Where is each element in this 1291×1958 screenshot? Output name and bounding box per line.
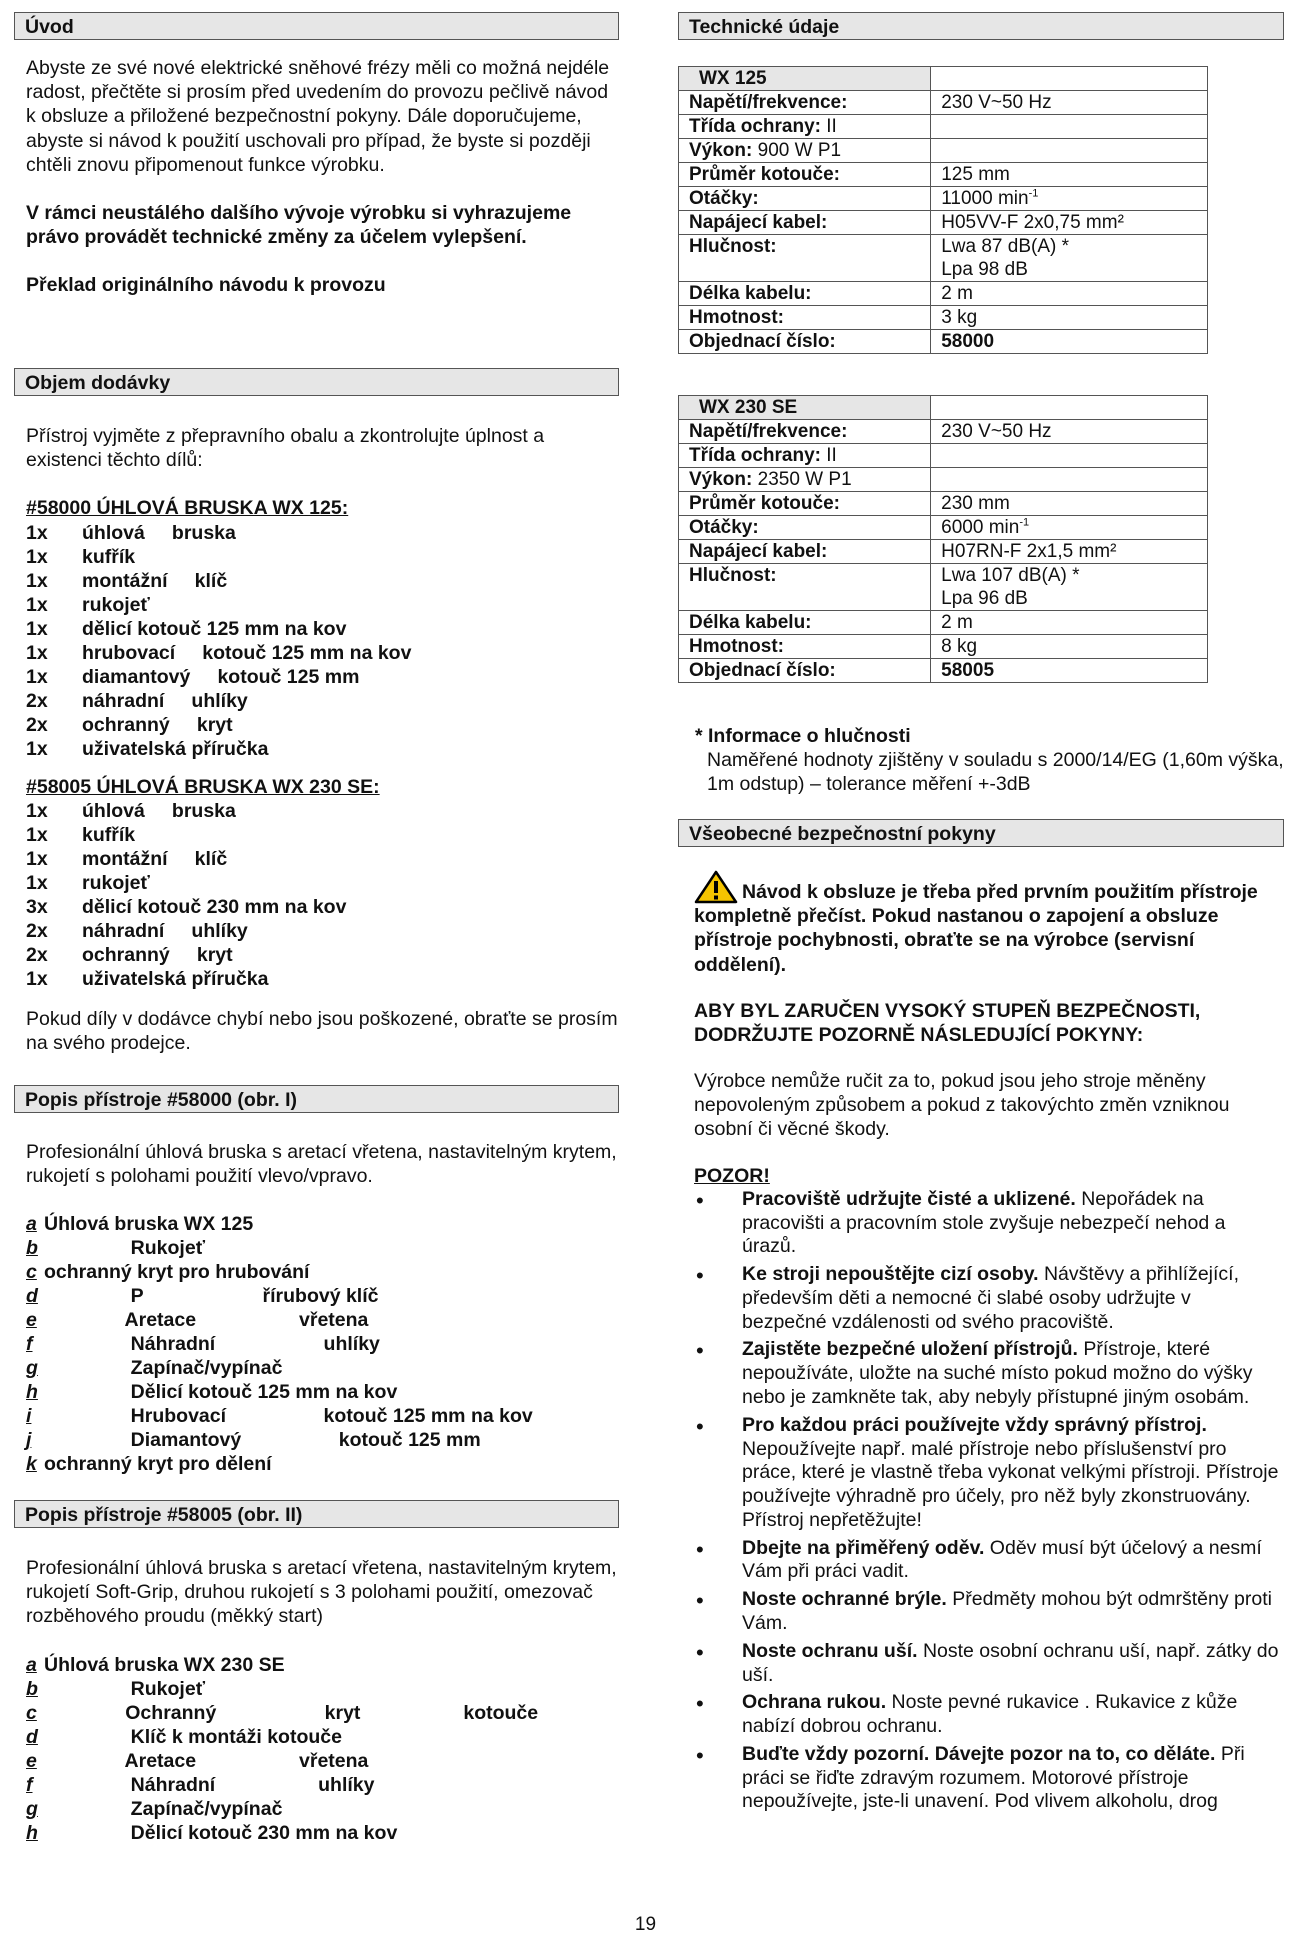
- delivery-item: [26, 967, 619, 991]
- intro-paragraph: Abyste ze své nové elektrické sněhové frézy měli co možná nejdéle radost, přečtěte si prosím před uvedením do provozu pečlivě návod k obsluze a přiložené bezpečnostní pokyny. Dále doporučujeme, abyste si návod k použití uschovali pro případ, že byste si později chtěli znovu připomenout funkce výrobku.: [26, 57, 610, 176]
- spec-value: 58000: [941, 331, 995, 352]
- spec-key: Výkon:: [689, 469, 753, 490]
- spec-key: Napětí/frekvence:: [689, 92, 848, 113]
- spec-row: [679, 564, 1208, 611]
- spec-row: [679, 420, 1208, 444]
- part-item: [26, 1428, 619, 1452]
- spec-key: Délka kabelu:: [689, 612, 812, 633]
- safety-rule-text: Oděv musí být účelový a nesmí Vám při práci vadit.: [742, 1536, 1262, 1583]
- spec-value-cell: [931, 635, 1208, 659]
- safety-rule-text: Návštěvy a přihlížející, především děti a nemocné či slabé osoby udržujte v bezpečné vzdálenosti od svého pracoviště.: [742, 1263, 1240, 1333]
- item-quantity: 1x: [26, 799, 48, 822]
- delivery-item: [26, 871, 619, 895]
- spec-model-row: [679, 67, 1208, 91]
- item-name: diamantový kotouč 125 mm: [82, 665, 360, 688]
- item-quantity: 1x: [26, 545, 48, 568]
- safety-rule: [694, 1338, 1280, 1409]
- page-number: 19: [634, 1914, 657, 1935]
- part-item: [26, 1821, 619, 1845]
- delivery-item: [26, 689, 619, 713]
- spec-key: Průměr kotouče:: [689, 493, 840, 514]
- spec-key-cell: [679, 91, 931, 115]
- safety-rule: [694, 1188, 1280, 1259]
- spec-key: Otáčky:: [689, 517, 759, 538]
- delivery-item: [26, 545, 619, 569]
- part-name: Dělicí kotouč 230 mm na kov: [44, 1821, 398, 1844]
- part-item: [26, 1380, 619, 1404]
- set1-list: [26, 521, 619, 761]
- item-name: náhradní uhlíky: [82, 919, 248, 942]
- part-item: [26, 1356, 619, 1380]
- part-name: ochranný kryt pro hrubování: [44, 1261, 310, 1284]
- spec-row: [679, 211, 1208, 235]
- delivery-item: [26, 737, 619, 761]
- part-name: Aretace vřetena: [44, 1309, 369, 1332]
- item-name: úhlová bruska: [82, 799, 236, 822]
- spec-key: Průměr kotouče:: [689, 164, 840, 185]
- spec-value: 230 V~50 Hz: [941, 421, 1052, 442]
- popis2-block: [26, 1556, 619, 1845]
- spec-value-cell: [931, 282, 1208, 306]
- delivery-item: [26, 847, 619, 871]
- safety-rule-title: Dbejte na přiměřený oděv.: [742, 1536, 985, 1559]
- spec-model-name: WX 230 SE: [679, 396, 931, 420]
- spec-key-cell: [679, 492, 931, 516]
- item-quantity: 1x: [26, 871, 48, 894]
- spec-key: Objednací číslo:: [689, 660, 836, 681]
- spec-value-cell: [931, 163, 1208, 187]
- spec-key: Napájecí kabel:: [689, 212, 828, 233]
- spec-value-cell: [931, 611, 1208, 635]
- part-letter: b: [26, 1237, 38, 1260]
- spec-value-cell: [931, 492, 1208, 516]
- spec-row: [679, 163, 1208, 187]
- item-quantity: 1x: [26, 593, 48, 616]
- warning-triangle-icon: [694, 870, 738, 904]
- safety-rule-text: Předměty mohou být odmrštěny proti Vám.: [742, 1588, 1272, 1634]
- spec-value: Lwa 87 dB(A) *: [941, 236, 1070, 257]
- part-item: [26, 1797, 619, 1821]
- section-heading-objem: Objem dodávky: [14, 368, 619, 396]
- item-quantity: 1x: [26, 641, 48, 664]
- spec-value-cell: [931, 211, 1208, 235]
- spec-key: Objednací číslo:: [689, 331, 836, 352]
- part-letter: f: [26, 1333, 33, 1356]
- spec-key-cell: [679, 282, 931, 306]
- spec-key-cell: [679, 468, 931, 492]
- part-name: Úhlová bruska WX 125: [44, 1213, 254, 1236]
- part-item: [26, 1677, 619, 1701]
- spec-value-cell: [931, 139, 1208, 163]
- intro-block: [26, 56, 619, 297]
- popis1-intro: Profesionální úhlová bruska s aretací vřetena, nastavitelným krytem, rukojetí s polohami použití vlevo/vpravo.: [26, 1141, 617, 1188]
- item-quantity: 1x: [26, 665, 48, 688]
- spec-key-value: II: [826, 445, 837, 466]
- part-item: [26, 1452, 619, 1476]
- safety-rule-text: Při práci se řiďte zdravým rozumem. Motorové přístroje nepoužívejte, jste-li unavení. Pod vlivem alkoholu, drog: [742, 1742, 1245, 1813]
- spec-value-sup: -1: [1028, 187, 1039, 200]
- safety-rule-text: Nepořádek na pracovišti a pracovním stole zvyšuje nebezpečí nehod a úrazů.: [742, 1187, 1226, 1258]
- delivery-intro: Přístroj vyjměte z přepravního obalu a zkontrolujte úplnost a existenci těchto dílů:: [26, 425, 545, 472]
- popis2-parts: [26, 1653, 619, 1845]
- item-quantity: 1x: [26, 569, 48, 592]
- spec-row: [679, 235, 1208, 282]
- part-name: Zapínač/vypínač: [44, 1357, 283, 1380]
- part-letter: e: [26, 1749, 37, 1772]
- item-name: dělicí kotouč 125 mm na kov: [82, 617, 347, 640]
- warning-paragraph: [694, 870, 1280, 977]
- spec-key-cell: [679, 235, 931, 282]
- part-name: ochranný kryt pro dělení: [44, 1453, 272, 1476]
- part-item: [26, 1308, 619, 1332]
- delivery-item: [26, 943, 619, 967]
- part-name: P řírubový klíč: [44, 1285, 379, 1308]
- spec-row: [679, 282, 1208, 306]
- part-item: [26, 1332, 619, 1356]
- spec-value: 2 m: [941, 612, 973, 633]
- part-letter: b: [26, 1677, 38, 1700]
- set2-title: #58005 ÚHLOVÁ BRUSKA WX 230 SE:: [26, 775, 380, 798]
- spec-value-sup: -1: [1019, 516, 1030, 529]
- spec-row: [679, 492, 1208, 516]
- item-name: rukojeť: [82, 871, 150, 894]
- item-name: uživatelská příručka: [82, 967, 269, 990]
- spec-key-cell: [679, 635, 931, 659]
- spec-key-value: 2350 W P1: [757, 469, 852, 490]
- spec-key-cell: [679, 611, 931, 635]
- delivery-outro: Pokud díly v dodávce chybí nebo jsou poškozené, obraťte se prosím na svého prodejce.: [26, 1007, 618, 1054]
- spec-value-cell: [931, 187, 1208, 211]
- spec-row: [679, 187, 1208, 211]
- item-quantity: 1x: [26, 737, 48, 760]
- spec-value: 230 mm: [941, 493, 1010, 514]
- item-quantity: 2x: [26, 689, 48, 712]
- spec-key-cell: [679, 516, 931, 540]
- spec-row: [679, 444, 1208, 468]
- noise-title: * Informace o hlučnosti: [695, 725, 911, 747]
- item-name: úhlová bruska: [82, 521, 236, 544]
- spec-value: Lwa 107 dB(A) *: [941, 565, 1080, 586]
- safety-rule-title: Zajistěte bezpečné uložení přístrojů.: [742, 1338, 1078, 1361]
- spec-row: [679, 306, 1208, 330]
- item-name: ochranný kryt: [82, 943, 233, 966]
- section-heading-tech: Technické údaje: [678, 12, 1284, 40]
- part-name: Klíč k montáži kotouče: [44, 1725, 342, 1748]
- spec-value: 125 mm: [941, 164, 1010, 185]
- item-quantity: 1x: [26, 967, 48, 990]
- section-heading-popis2: Popis přístroje #58005 (obr. II): [14, 1500, 619, 1528]
- spec-key-cell: [679, 659, 931, 683]
- spec-row: [679, 516, 1208, 540]
- spec-row: [679, 468, 1208, 492]
- part-letter: a: [26, 1213, 37, 1236]
- part-name: Diamantový kotouč 125 mm: [44, 1429, 481, 1452]
- delivery-item: [26, 521, 619, 545]
- delivery-item: [26, 713, 619, 737]
- spec-value: 6000 min: [941, 517, 1020, 538]
- spec-value-cell: [931, 235, 1208, 282]
- spec-key: Délka kabelu:: [689, 283, 812, 304]
- spec-key-cell: [679, 115, 931, 139]
- item-name: hrubovací kotouč 125 mm na kov: [82, 641, 412, 664]
- spec-key-cell: [679, 163, 931, 187]
- translation-note: Překlad originálního návodu k provozu: [26, 274, 386, 297]
- popis2-intro: Profesionální úhlová bruska s aretací vřetena, nastavitelným krytem, rukojetí Soft-Grip, druhou rukojetí s 3 polohami použití, omezovač rozběhového proudu (měkký start): [26, 1557, 617, 1628]
- part-letter: c: [26, 1261, 37, 1284]
- spec-value: 230 V~50 Hz: [941, 92, 1052, 113]
- spec-row: [679, 540, 1208, 564]
- delivery-item: [26, 617, 619, 641]
- part-letter: i: [26, 1405, 32, 1428]
- part-name: Náhradní uhlíky: [44, 1333, 380, 1356]
- part-letter: j: [26, 1429, 32, 1452]
- spec-table-wx125: [678, 66, 1208, 354]
- spec-value: 58005: [941, 660, 995, 681]
- section-heading-popis1: Popis přístroje #58000 (obr. I): [14, 1085, 619, 1113]
- spec-value: 2 m: [941, 283, 973, 304]
- spec-key-cell: [679, 211, 931, 235]
- safety-rule-title: Noste ochranné brýle.: [742, 1588, 947, 1611]
- spec-model-empty: [931, 396, 1208, 420]
- item-name: uživatelská příručka: [82, 737, 269, 760]
- spec-key: Hmotnost:: [689, 636, 784, 657]
- part-item: [26, 1749, 619, 1773]
- spec-value-cell: [931, 659, 1208, 683]
- safety-rule-title: Pro každou práci používejte vždy správný přístroj.: [742, 1413, 1207, 1436]
- spec-model-name: WX 125: [679, 67, 931, 91]
- safety-rule: [694, 1537, 1280, 1585]
- safety-rule-text: Noste pevné rukavice . Rukavice z kůže nabízí dobrou ochranu.: [742, 1691, 1238, 1738]
- safety-rule-title: Ke stroji nepouštějte cizí osoby.: [742, 1263, 1039, 1286]
- part-letter: g: [26, 1357, 38, 1380]
- safety-rule: [694, 1414, 1280, 1533]
- spec-key: Třída ochrany:: [689, 116, 821, 137]
- spec-value-cell: [931, 468, 1208, 492]
- safety-rule: [694, 1691, 1280, 1739]
- spec-key-cell: [679, 330, 931, 354]
- spec-row: [679, 659, 1208, 683]
- item-quantity: 1x: [26, 823, 48, 846]
- spec-key: Výkon:: [689, 140, 753, 161]
- part-item: [26, 1284, 619, 1308]
- part-name: Ochranný kryt kotouče: [44, 1701, 539, 1724]
- item-name: kufřík: [82, 545, 136, 568]
- spec-key-cell: [679, 444, 931, 468]
- noise-info: [695, 724, 1284, 797]
- spec-value-cell: [931, 306, 1208, 330]
- spec-row: [679, 611, 1208, 635]
- part-item: [26, 1653, 619, 1677]
- delivery-item: [26, 641, 619, 665]
- delivery-item: [26, 665, 619, 689]
- spec-row: [679, 91, 1208, 115]
- spec-value-cell: [931, 420, 1208, 444]
- part-name: Náhradní uhlíky: [44, 1773, 375, 1796]
- spec-row: [679, 115, 1208, 139]
- safety-block: [694, 870, 1280, 1818]
- part-letter: f: [26, 1773, 33, 1796]
- part-item: [26, 1236, 619, 1260]
- safety-rules-list: [694, 1188, 1280, 1815]
- spec-table-wx230se: [678, 395, 1208, 683]
- spec-key: Hmotnost:: [689, 307, 784, 328]
- part-letter: c: [26, 1701, 37, 1724]
- part-letter: h: [26, 1821, 38, 1844]
- spec-value: H07RN-F 2x1,5 mm²: [941, 541, 1117, 562]
- part-item: [26, 1404, 619, 1428]
- item-quantity: 3x: [26, 895, 48, 918]
- spec-model-row: [679, 396, 1208, 420]
- section-heading-safety: Všeobecné bezpečnostní pokyny: [678, 819, 1284, 847]
- safety-rule-title: Buďte vždy pozorní. Dávejte pozor na to, co děláte.: [742, 1742, 1216, 1765]
- part-name: Hrubovací kotouč 125 mm na kov: [44, 1405, 533, 1428]
- set1-title: #58000 ÚHLOVÁ BRUSKA WX 125:: [26, 497, 349, 520]
- spec-key-cell: [679, 420, 931, 444]
- part-name: Aretace vřetena: [44, 1749, 369, 1772]
- spec-key-cell: [679, 564, 931, 611]
- item-name: rukojeť: [82, 593, 150, 616]
- spec-key-cell: [679, 306, 931, 330]
- spec-value-cell: [931, 444, 1208, 468]
- spec-row: [679, 635, 1208, 659]
- delivery-item: [26, 593, 619, 617]
- delivery-block: [26, 424, 619, 1055]
- delivery-item: [26, 799, 619, 823]
- warning-text: Návod k obsluze je třeba před prvním použitím přístroje kompletně přečíst. Pokud nastanou o zapojení a obsluze přístroje pochybnosti, obraťte se na výrobce (servisní oddělení).: [694, 881, 1258, 976]
- safety-rule-text: Přístroje, které nepoužíváte, uložte na suché místo pokud možno do výšky nebo je zamkněte tak, aby nebyly přístupné jiným osobám.: [742, 1338, 1253, 1408]
- part-name: Dělicí kotouč 125 mm na kov: [44, 1381, 398, 1404]
- set2-list: [26, 799, 619, 991]
- spec-row: [679, 139, 1208, 163]
- safety-rule-title: Noste ochranu uší.: [742, 1639, 918, 1662]
- spec-key-cell: [679, 187, 931, 211]
- popis1-parts: [26, 1212, 619, 1476]
- section-heading-uvod: Úvod: [14, 12, 619, 40]
- spec-key-cell: [679, 139, 931, 163]
- spec-key: Hlučnost:: [689, 236, 777, 257]
- delivery-item: [26, 823, 619, 847]
- spec-value: 11000 min: [941, 188, 1029, 209]
- item-name: montážní klíč: [82, 569, 228, 592]
- part-letter: d: [26, 1725, 38, 1748]
- part-item: [26, 1701, 619, 1725]
- safety-rule-title: Pracoviště udržujte čisté a uklizené.: [742, 1187, 1076, 1210]
- spec-key-value: 900 W P1: [757, 140, 842, 161]
- part-letter: k: [26, 1453, 37, 1476]
- spec-value-cell: [931, 564, 1208, 611]
- safety-rule: [694, 1588, 1280, 1636]
- spec-value-second: Lpa 98 dB: [941, 259, 1028, 280]
- part-name: Rukojeť: [44, 1677, 206, 1700]
- spec-value: 3 kg: [941, 307, 978, 328]
- part-name: Zapínač/vypínač: [44, 1797, 283, 1820]
- safety-rule: [694, 1263, 1280, 1334]
- item-quantity: 2x: [26, 713, 48, 736]
- spec-value-second: Lpa 96 dB: [941, 588, 1028, 609]
- safety-rule-text: Nepoužívejte např. malé přístroje nebo příslušenství pro práce, které je vlastně třeba vykonat velkými přístroji. Přístroje používejte výhradně pro účely, pro něž byly zkonstruovány. Přístroj nepřetěžujte!: [742, 1437, 1279, 1531]
- spec-value-cell: [931, 91, 1208, 115]
- part-name: Rukojeť: [44, 1237, 206, 1260]
- spec-value-cell: [931, 330, 1208, 354]
- item-quantity: 1x: [26, 521, 48, 544]
- spec-value-cell: [931, 516, 1208, 540]
- delivery-item: [26, 919, 619, 943]
- popis1-block: [26, 1140, 619, 1476]
- spec-key-cell: [679, 540, 931, 564]
- item-name: montážní klíč: [82, 847, 228, 870]
- item-quantity: 1x: [26, 847, 48, 870]
- noise-text: Naměřené hodnoty zjištěny v souladu s 2000/14/EG (1,60m výška, 1m odstup) – tolerance měření +-3dB: [707, 749, 1284, 796]
- item-quantity: 2x: [26, 919, 48, 942]
- part-letter: g: [26, 1797, 38, 1820]
- part-item: [26, 1773, 619, 1797]
- item-name: dělicí kotouč 230 mm na kov: [82, 895, 347, 918]
- part-letter: d: [26, 1285, 38, 1308]
- spec-value: H05VV-F 2x0,75 mm²: [941, 212, 1124, 233]
- spec-key-value: II: [826, 116, 837, 137]
- development-note: V rámci neustálého dalšího vývoje výrobku si vyhrazujeme právo provádět technické změny za účelem vylepšení.: [26, 201, 572, 249]
- pozor-label: POZOR!: [694, 1164, 770, 1187]
- spec-key: Napětí/frekvence:: [689, 421, 848, 442]
- part-letter: a: [26, 1653, 37, 1676]
- spec-key: Napájecí kabel:: [689, 541, 828, 562]
- spec-value-cell: [931, 115, 1208, 139]
- part-item: [26, 1725, 619, 1749]
- delivery-item: [26, 569, 619, 593]
- safety-rule: [694, 1743, 1280, 1814]
- safety-rule-title: Ochrana rukou.: [742, 1691, 887, 1714]
- safety-rule: [694, 1640, 1280, 1688]
- manufacturer-note: Výrobce nemůže ručit za to, pokud jsou jeho stroje měněny nepovoleným způsobem a pokud z takovýchto změn vzniknou osobní či věcné škody.: [694, 1070, 1230, 1141]
- part-letter: h: [26, 1381, 38, 1404]
- delivery-item: [26, 895, 619, 919]
- spec-key: Hlučnost:: [689, 565, 777, 586]
- safety-rule-text: Noste osobní ochranu uší, např. zátky do uší.: [742, 1639, 1279, 1686]
- part-name: Úhlová bruska WX 230 SE: [44, 1653, 285, 1676]
- item-name: kufřík: [82, 823, 136, 846]
- part-item: [26, 1212, 619, 1236]
- spec-key: Třída ochrany:: [689, 445, 821, 466]
- spec-value-cell: [931, 540, 1208, 564]
- part-letter: e: [26, 1309, 37, 1332]
- spec-value: 8 kg: [941, 636, 978, 657]
- caps-notice: ABY BYL ZARUČEN VYSOKÝ STUPEŇ BEZPEČNOSTI, DODRŽUJTE POZORNĚ NÁSLEDUJÍCÍ POKYNY:: [694, 999, 1201, 1046]
- part-item: [26, 1260, 619, 1284]
- spec-model-empty: [931, 67, 1208, 91]
- item-name: ochranný kryt: [82, 713, 233, 736]
- item-quantity: 2x: [26, 943, 48, 966]
- spec-row: [679, 330, 1208, 354]
- item-quantity: 1x: [26, 617, 48, 640]
- item-name: náhradní uhlíky: [82, 689, 248, 712]
- spec-key: Otáčky:: [689, 188, 759, 209]
